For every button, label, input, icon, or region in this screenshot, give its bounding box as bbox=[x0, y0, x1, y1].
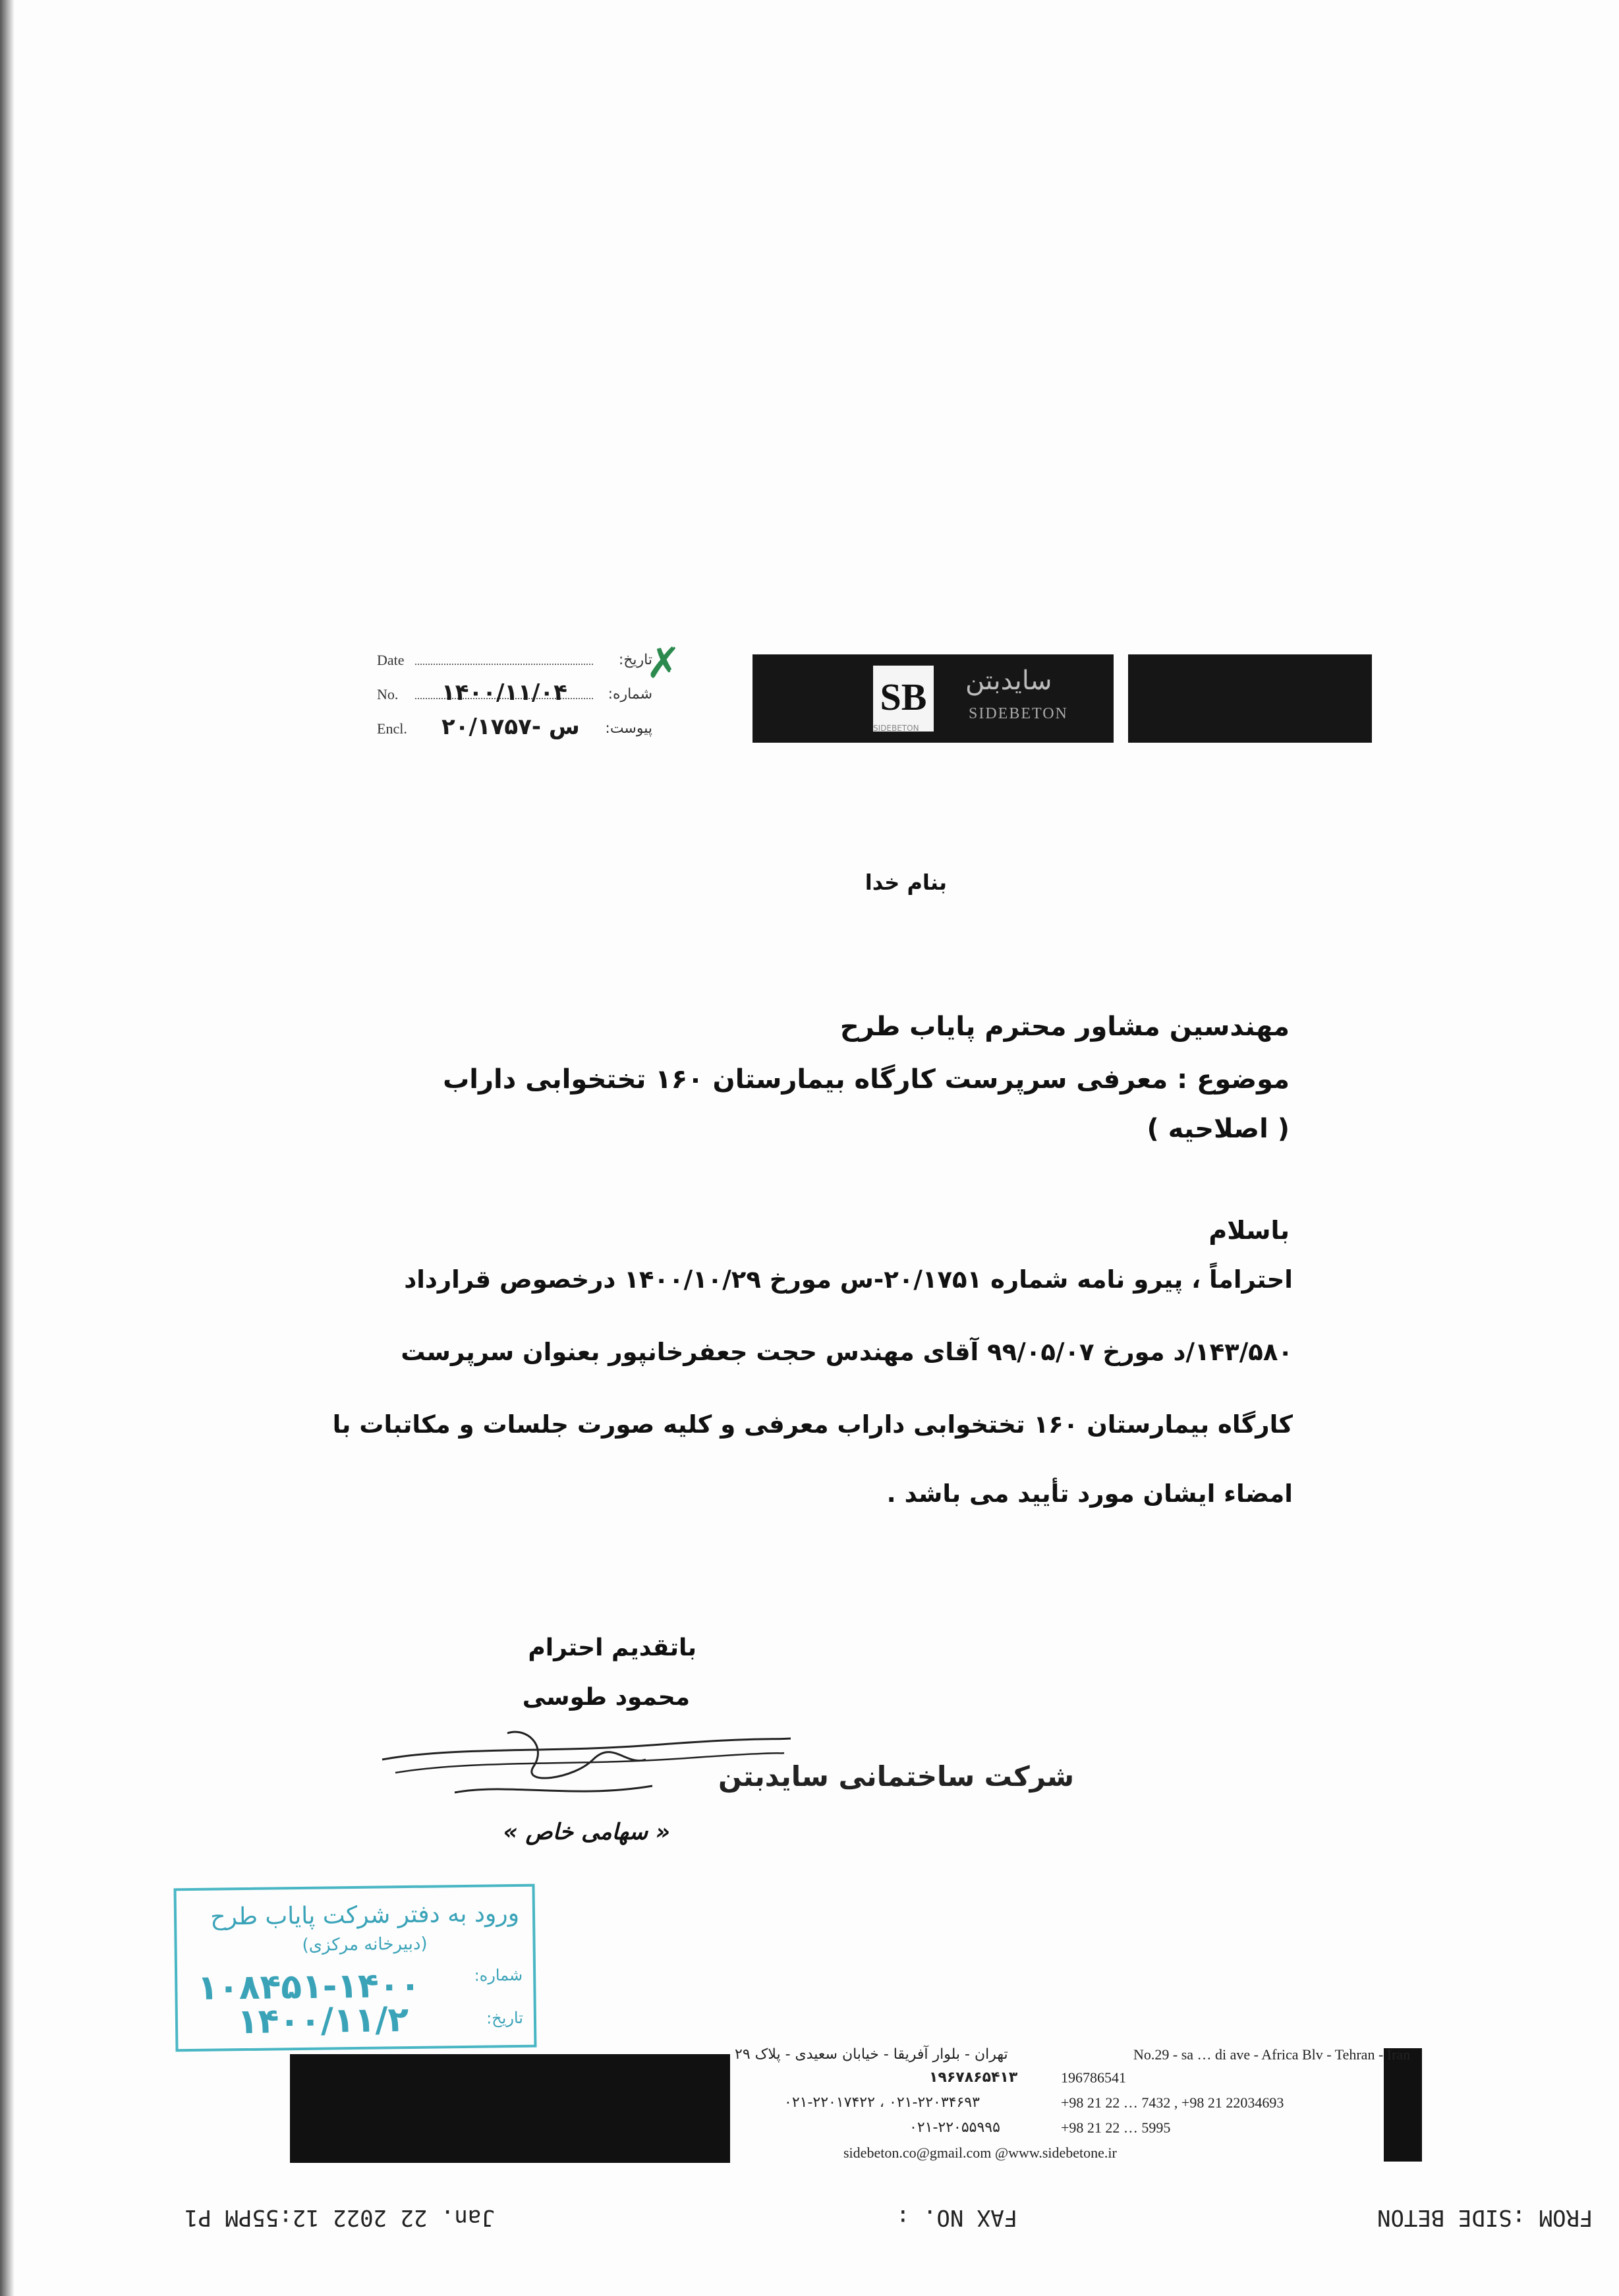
company-name-en: SIDEBETON bbox=[969, 705, 1068, 722]
fax-sender: FROM :SIDE BETON bbox=[1377, 2204, 1593, 2231]
address-en: No.29 - sa … di ave - Africa Blv - Tehran - Iran bbox=[1133, 2046, 1411, 2063]
checkmark-icon: ✗ bbox=[646, 639, 681, 688]
company-name-fa: سایدبتن bbox=[965, 666, 1052, 696]
fax-datetime: Jan. 22 2022 12:55PM P1 bbox=[185, 2204, 495, 2231]
body-line: کارگاه بیمارستان ۱۶۰ تختخوابی داراب معرفی و کلیه صورت جلسات و مکاتبات با bbox=[332, 1410, 1293, 1439]
fax-number: FAX NO. : bbox=[896, 2204, 1018, 2231]
stamp-date-label: تاریخ: bbox=[486, 2008, 524, 2028]
bismillah: بنام خدا bbox=[865, 870, 947, 895]
signature-text: شرکت ساختمانی سایدبتن bbox=[718, 1760, 1075, 1793]
signer-name: محمود طوسی bbox=[522, 1684, 690, 1711]
postal-en: 196786541 bbox=[1061, 2069, 1126, 2086]
stamp-number-label: شماره: bbox=[474, 1965, 523, 1985]
number-row bbox=[369, 679, 652, 718]
date-label-fa: تاریخ: bbox=[618, 652, 652, 668]
closing: باتقدیم احترام bbox=[528, 1634, 696, 1661]
stamp-title: ورود به دفتر شرکت پایاب طرح bbox=[210, 1899, 520, 1931]
number-label-en: No. bbox=[377, 686, 399, 703]
date-label-en: Date bbox=[377, 652, 405, 668]
subject: موضوع : معرفی سرپرست کارگاه بیمارستان ۱۶۰ تختخوابی داراب bbox=[443, 1064, 1290, 1095]
header-band-redacted bbox=[1128, 654, 1372, 743]
receipt-stamp bbox=[174, 1884, 537, 2052]
signature bbox=[376, 1720, 1075, 1812]
stamp-date-value: ۱۴۰۰/۱۱/۲ bbox=[237, 2000, 409, 2042]
stamp-number-value: ۱۰۸۴۵۱-۱۴۰۰ bbox=[196, 1965, 421, 2008]
body-line: امضاء ایشان مورد تأیید می باشد . bbox=[886, 1479, 1293, 1508]
footer-redacted-right bbox=[1384, 2048, 1422, 2162]
scan-edge bbox=[0, 0, 14, 2296]
recipient: مهندسین مشاور محترم پایاب طرح bbox=[839, 1012, 1290, 1042]
tel-fa: ۰۲۱-۲۲۰۱۷۴۲۲ ، ۰۲۱-۲۲۰۳۴۶۹۳ bbox=[784, 2094, 980, 2111]
tel-en: +98 21 22 … 7432 , +98 21 22034693 bbox=[1061, 2094, 1284, 2111]
encl-label-fa: پیوست: bbox=[605, 720, 652, 737]
body-line: احتراماً ، پیرو نامه شماره ۲۰/۱۷۵۱-س مورخ ۱۴۰۰/۱۰/۲۹ درخصوص قرارداد bbox=[404, 1265, 1293, 1294]
number-label-fa: شماره: bbox=[608, 686, 652, 703]
subject-note: ( اصلاحیه ) bbox=[1147, 1114, 1290, 1144]
reference-block bbox=[369, 649, 652, 752]
stamp-subtitle: (دبیرخانه مرکزی) bbox=[302, 1934, 428, 1955]
fax-fa: ۰۲۱-۲۲۰۵۵۹۹۵ bbox=[909, 2119, 1000, 2136]
address-fa: تهران - بلوار آفریقا - خیابان سعیدی - پلاک ۲۹ bbox=[735, 2046, 1008, 2063]
postal-fa: ۱۹۶۷۸۶۵۴۱۳ bbox=[929, 2069, 1018, 2086]
enclosure-row bbox=[369, 714, 652, 752]
signer-note: « سهامی خاص » bbox=[503, 1819, 670, 1845]
logo-caption: SIDEBETON bbox=[873, 724, 919, 733]
number-value: ۱۴۰۰/۱۱/۰۴ bbox=[441, 679, 567, 706]
encl-label-en: Encl. bbox=[377, 720, 407, 737]
body-line: ۱۴۳/۵۸۰/د مورخ ۹۹/۰۵/۰۷ آقای مهندس حجت جعفرخانپور بعنوان سرپرست bbox=[401, 1338, 1293, 1366]
web-contact: sidebeton.co@gmail.com @www.sidebetone.ir bbox=[843, 2144, 1117, 2161]
date-row bbox=[369, 649, 652, 683]
fax-en: +98 21 22 … 5995 bbox=[1061, 2119, 1171, 2136]
encl-value: ۲۰/۱۷۵۷- س bbox=[441, 714, 580, 740]
greeting: باسلام bbox=[1208, 1216, 1290, 1245]
footer-redacted bbox=[290, 2054, 730, 2163]
company-logo: SB bbox=[873, 666, 934, 732]
